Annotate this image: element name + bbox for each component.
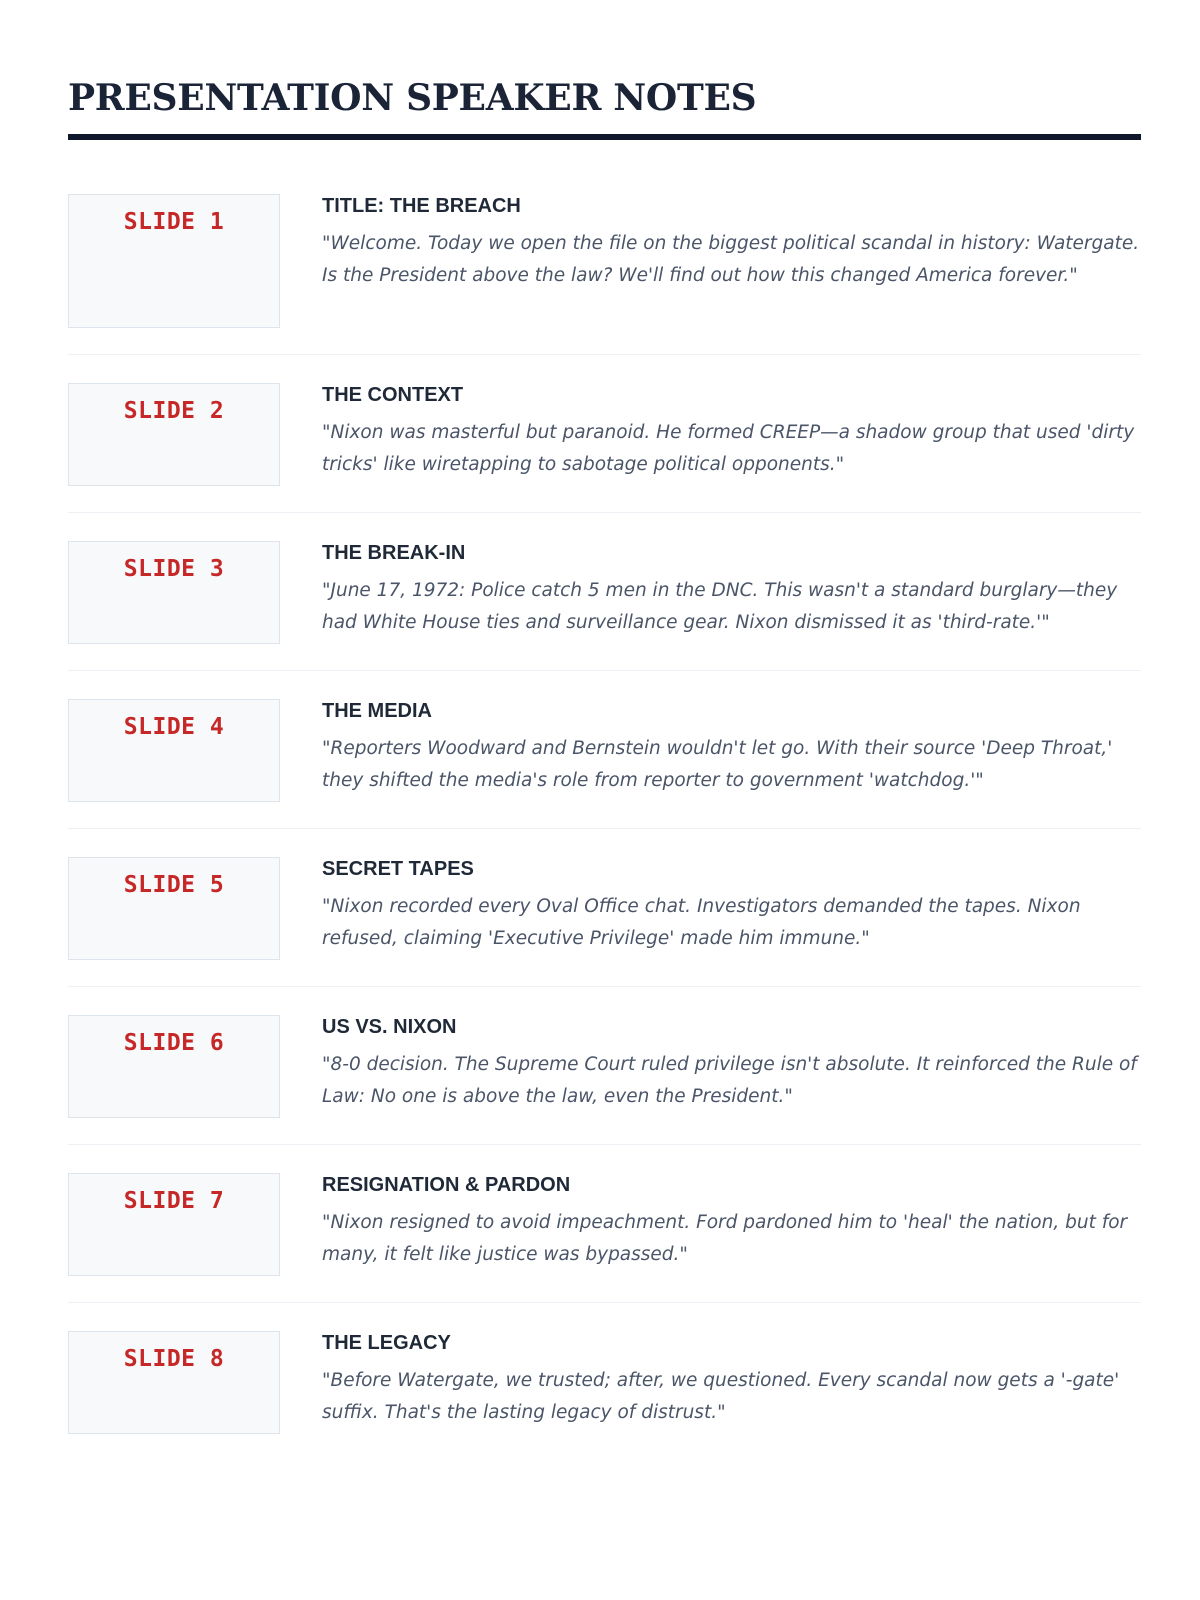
slide-speaker-text: "Reporters Woodward and Bernstein wouldn't let go. With their source 'Deep Throat,' they shifted the media's role from reporter to government 'watchdog.'" — [322, 738, 1113, 791]
slide-note-content — [322, 1013, 1141, 1113]
slide-speaker-text: "June 17, 1972: Police catch 5 men in the DNC. This wasn't a standard burglary—they had White House ties and surveillance gear. Nixon dismissed it as 'third-rate.'" — [322, 580, 1118, 633]
slide-thumbnail-4 — [68, 699, 280, 802]
slide-thumbnail-3 — [68, 541, 280, 644]
slide-number-label: SLIDE 8 — [123, 1346, 225, 1372]
slide-speaker-text: "Before Watergate, we trusted; after, we questioned. Every scandal now gets a '-gate' suffix. That's the lasting legacy of distrust." — [322, 1370, 1120, 1423]
slide-note-8 — [68, 1331, 1141, 1460]
slide-note-content — [322, 539, 1141, 639]
slide-note-5 — [68, 857, 1141, 987]
slide-note-content — [322, 381, 1141, 481]
slide-thumbnail-6 — [68, 1015, 280, 1118]
slide-thumbnail-2 — [68, 383, 280, 486]
slide-note-2 — [68, 383, 1141, 513]
slide-speaker-text: "Welcome. Today we open the file on the biggest political scandal in history: Watergate. Is the President above the law? We'll find out how this changed America forever." — [322, 233, 1140, 286]
slide-note-content — [322, 1329, 1141, 1429]
slide-note-7 — [68, 1173, 1141, 1303]
slide-heading: SECRET TAPES — [322, 858, 474, 880]
slide-number-label: SLIDE 2 — [123, 398, 225, 424]
slide-heading: THE LEGACY — [322, 1332, 451, 1354]
slide-note-3 — [68, 541, 1141, 671]
slide-note-6 — [68, 1015, 1141, 1145]
slide-thumbnail-7 — [68, 1173, 280, 1276]
speaker-notes-page — [68, 0, 1141, 1488]
slide-speaker-text: "Nixon recorded every Oval Office chat. Investigators demanded the tapes. Nixon refused, claiming 'Executive Privilege' made him immune." — [322, 896, 1081, 949]
slide-thumbnail-1 — [68, 194, 280, 328]
slide-speaker-text: "8-0 decision. The Supreme Court ruled privilege isn't absolute. It reinforced the Rule of Law: No one is above the law, even the President." — [322, 1054, 1137, 1107]
slide-note-1 — [68, 194, 1141, 355]
slide-number-label: SLIDE 4 — [123, 714, 225, 740]
slide-number-label: SLIDE 7 — [123, 1188, 225, 1214]
slide-note-content — [322, 1171, 1141, 1271]
slide-thumbnail-5 — [68, 857, 280, 960]
title-divider — [68, 134, 1141, 140]
slide-number-label: SLIDE 5 — [123, 872, 225, 898]
page-title: PRESENTATION SPEAKER NOTES — [68, 77, 757, 119]
slide-number-label: SLIDE 3 — [123, 556, 225, 582]
slide-heading: RESIGNATION & PARDON — [322, 1174, 571, 1196]
slide-heading: TITLE: THE BREACH — [322, 195, 521, 217]
slide-heading: THE BREAK-IN — [322, 542, 466, 564]
slide-thumbnail-8 — [68, 1331, 280, 1434]
slide-heading: US VS. NIXON — [322, 1016, 457, 1038]
slide-speaker-text: "Nixon was masterful but paranoid. He formed CREEP—a shadow group that used 'dirty tricks' like wiretapping to sabotage political opponents." — [322, 422, 1135, 475]
slide-heading: THE MEDIA — [322, 700, 432, 722]
slide-note-4 — [68, 699, 1141, 829]
slide-note-content — [322, 192, 1141, 292]
slide-notes-list — [68, 194, 1141, 1460]
slide-note-content — [322, 855, 1141, 955]
slide-heading: THE CONTEXT — [322, 384, 464, 406]
slide-speaker-text: "Nixon resigned to avoid impeachment. Ford pardoned him to 'heal' the nation, but for many, it felt like justice was bypassed." — [322, 1212, 1128, 1265]
slide-note-content — [322, 697, 1141, 797]
slide-number-label: SLIDE 6 — [123, 1030, 225, 1056]
slide-number-label: SLIDE 1 — [123, 209, 225, 235]
